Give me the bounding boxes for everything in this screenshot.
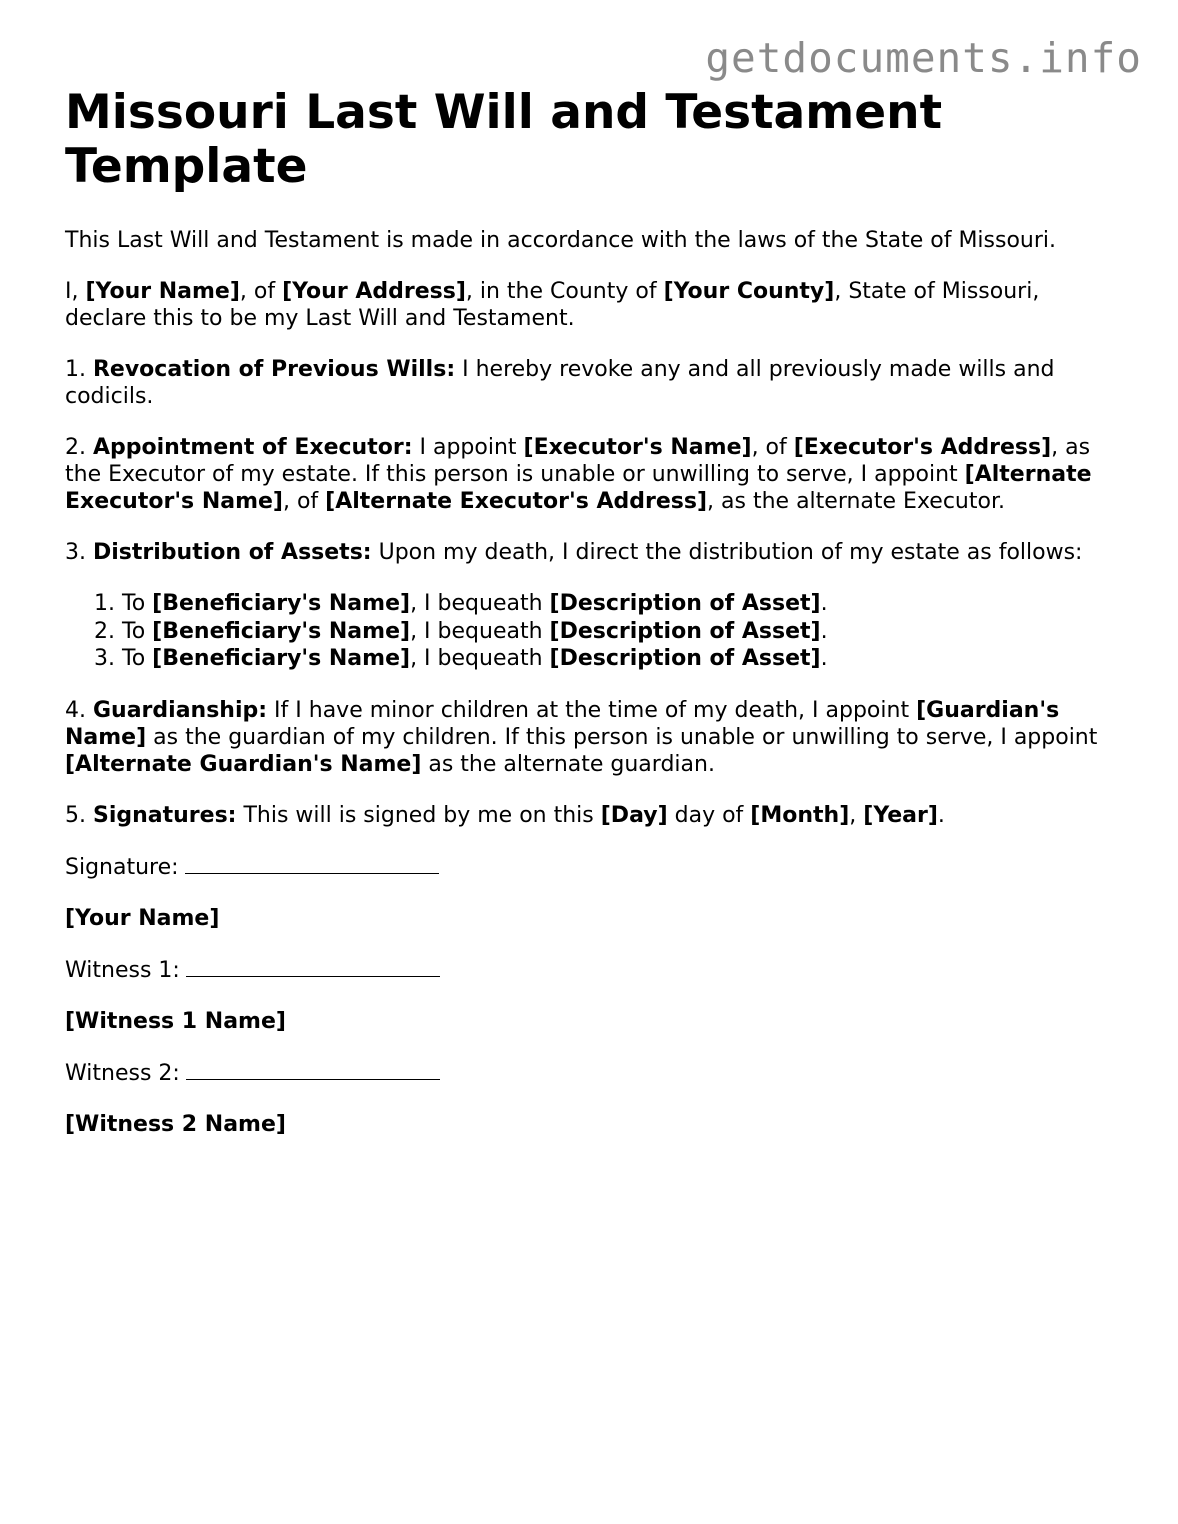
alt-executor-name-placeholder: [Alternate Executor's Name] <box>65 462 1092 514</box>
section-heading: Revocation of Previous Wills: <box>92 357 456 382</box>
intro-paragraph: This Last Will and Testament is made in accordance with the laws of the State of Missouri. <box>65 228 1057 253</box>
alt-guardian-name-placeholder: [Alternate Guardian's Name] <box>65 751 422 777</box>
day-placeholder: [Day] <box>600 802 668 828</box>
your-address-placeholder: [Your Address] <box>282 279 466 304</box>
signature-line: Signature: <box>65 853 1125 881</box>
section-heading: Signatures: <box>92 802 237 828</box>
document-body <box>65 86 1125 1138</box>
section-signatures: 5. Signatures: This will is signed by me on this [Day] day of [Month], [Year]. <box>65 802 945 828</box>
witness1-name: [Witness 1 Name] <box>65 1008 286 1034</box>
signer-name: [Your Name] <box>65 905 220 931</box>
executor-address-placeholder: [Executor's Address] <box>793 435 1052 460</box>
section-revocation: 1. Revocation of Previous Wills: I hereby revoke any and all previously made wills and codicils. <box>65 357 1055 409</box>
bequest-list <box>65 590 1125 673</box>
your-county-placeholder: [Your County] <box>663 279 835 304</box>
signature-blank[interactable] <box>185 853 439 874</box>
declaration-paragraph: I, [Your Name], of [Your Address], in the County of [Your County], State of Missouri, declare this to be my Last Will and Testament. <box>65 279 1040 331</box>
guardian-name-placeholder: [Guardian's Name] <box>65 697 1060 750</box>
your-name-placeholder: [Your Name] <box>85 279 240 304</box>
month-placeholder: [Month] <box>750 802 850 828</box>
witness2-blank[interactable] <box>186 1059 440 1080</box>
section-heading: Guardianship: <box>92 697 268 723</box>
section-heading: Distribution of Assets: <box>92 540 372 565</box>
list-item: 2. To [Beneficiary's Name], I bequeath [Description of Asset]. <box>122 618 1125 646</box>
page-title: Missouri Last Will and Testament Template <box>65 85 943 194</box>
year-placeholder: [Year] <box>863 802 938 828</box>
watermark: getdocuments.info <box>705 34 1142 82</box>
witness2-name: [Witness 2 Name] <box>65 1111 286 1137</box>
section-heading: Appointment of Executor: <box>92 435 413 460</box>
list-item: 1. To [Beneficiary's Name], I bequeath [Description of Asset]. <box>122 590 1125 618</box>
executor-name-placeholder: [Executor's Name] <box>523 435 752 460</box>
section-distribution: 3. Distribution of Assets: Upon my death, I direct the distribution of my estate as follows: <box>65 540 1083 565</box>
list-item: 3. To [Beneficiary's Name], I bequeath [Description of Asset]. <box>122 645 1125 673</box>
witness1-blank[interactable] <box>186 956 440 977</box>
witness1-line: Witness 1: <box>65 956 1125 984</box>
section-guardianship: 4. Guardianship: If I have minor children at the time of my death, I appoint [Guardian's Name] as the guardian of my children. If this person is unable or unwilling to serve, I appoint [Alternate Guardian's Name] as the alternate guardian. <box>65 697 1098 777</box>
section-executor: 2. Appointment of Executor: I appoint [Executor's Name], of [Executor's Address], as the Executor of my estate. If this person is unable or unwilling to serve, I appoint [Alternate Executor's Name], of [Alternate Executor's Address], as the alternate Executor. <box>65 435 1092 514</box>
witness2-line: Witness 2: <box>65 1059 1125 1087</box>
alt-executor-address-placeholder: [Alternate Executor's Address] <box>325 489 708 514</box>
